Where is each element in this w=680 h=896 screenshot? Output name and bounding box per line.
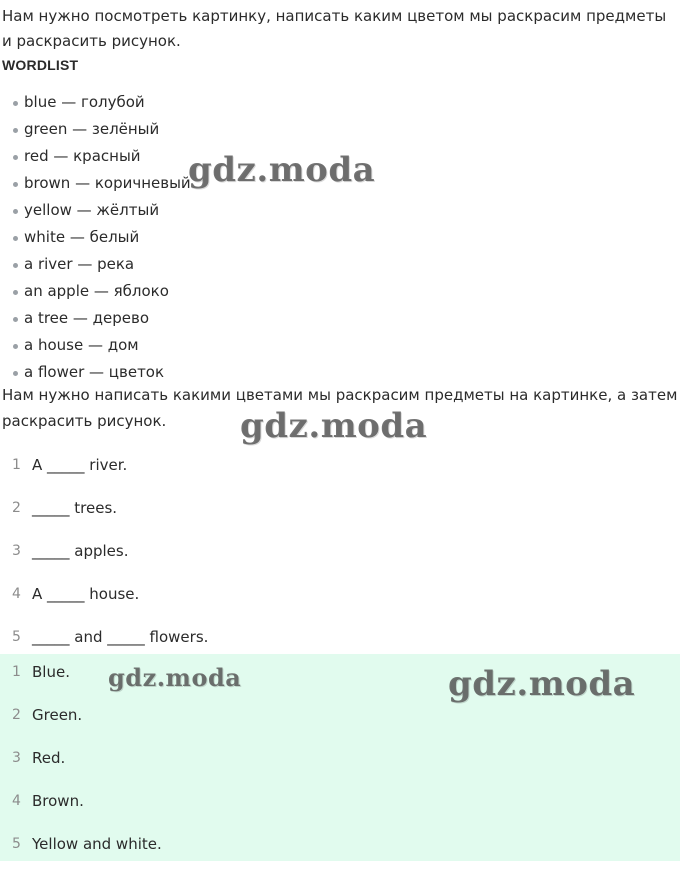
bullet-icon [13, 317, 18, 322]
bullet-icon [13, 128, 18, 133]
intro-text: Нам нужно посмотреть картинку, написать каким цветом мы раскрасим предметы и раскрасить рисунок. [2, 7, 667, 50]
wordlist-item-text: brown — коричневый [24, 174, 191, 192]
bullet-icon [13, 209, 18, 214]
item-text: _____ apples. [32, 542, 129, 560]
item-number: 1 [12, 664, 21, 680]
wordlist-item-text: a house — дом [24, 336, 139, 354]
item-number: 4 [12, 793, 21, 809]
item-text: A _____ river. [32, 456, 128, 474]
answer-text: Blue. [32, 663, 70, 681]
wordlist-item-text: a flower — цветок [24, 363, 165, 381]
answer-text: Green. [32, 706, 83, 724]
item-text: _____ trees. [32, 499, 118, 517]
bullet-icon [13, 155, 18, 160]
bullet-icon [13, 290, 18, 295]
watermark: gdz.moda [240, 406, 428, 446]
wordlist-item-text: white — белый [24, 228, 140, 246]
item-number: 1 [12, 457, 21, 473]
item-number: 5 [12, 629, 21, 645]
wordlist-item-text: yellow — жёлтый [24, 201, 160, 219]
wordlist-item-text: blue — голубой [24, 93, 145, 111]
item-number: 3 [12, 543, 21, 559]
bullet-icon [13, 182, 18, 187]
bullet-icon [13, 344, 18, 349]
item-number: 3 [12, 750, 21, 766]
task-text: Нам нужно написать какими цветами мы раскрасим предметы на картинке, а затем раскрасить рисунок. [2, 386, 678, 430]
bullet-icon [13, 101, 18, 106]
item-number: 2 [12, 500, 21, 516]
bullet-icon [13, 263, 18, 268]
bullet-icon [13, 236, 18, 241]
wordlist-title: WORDLIST [2, 57, 79, 73]
answer-text: Brown. [32, 792, 84, 810]
watermark: gdz.moda [108, 663, 242, 692]
item-number: 2 [12, 707, 21, 723]
item-number: 5 [12, 836, 21, 852]
answer-text: Red. [32, 749, 66, 767]
watermark: gdz.moda [188, 150, 376, 190]
wordlist-item-text: an apple — яблоко [24, 282, 169, 300]
wordlist-item-text: green — зелёный [24, 120, 160, 138]
wordlist-item-text: a river — река [24, 255, 135, 273]
item-text: _____ and _____ flowers. [32, 628, 209, 646]
watermark: gdz.moda [448, 664, 636, 704]
bullet-icon [13, 371, 18, 376]
item-number: 4 [12, 586, 21, 602]
item-text: A _____ house. [32, 585, 140, 603]
wordlist-item-text: a tree — дерево [24, 309, 150, 327]
wordlist-item-text: red — красный [24, 147, 141, 165]
answer-text: Yellow and white. [32, 835, 162, 853]
